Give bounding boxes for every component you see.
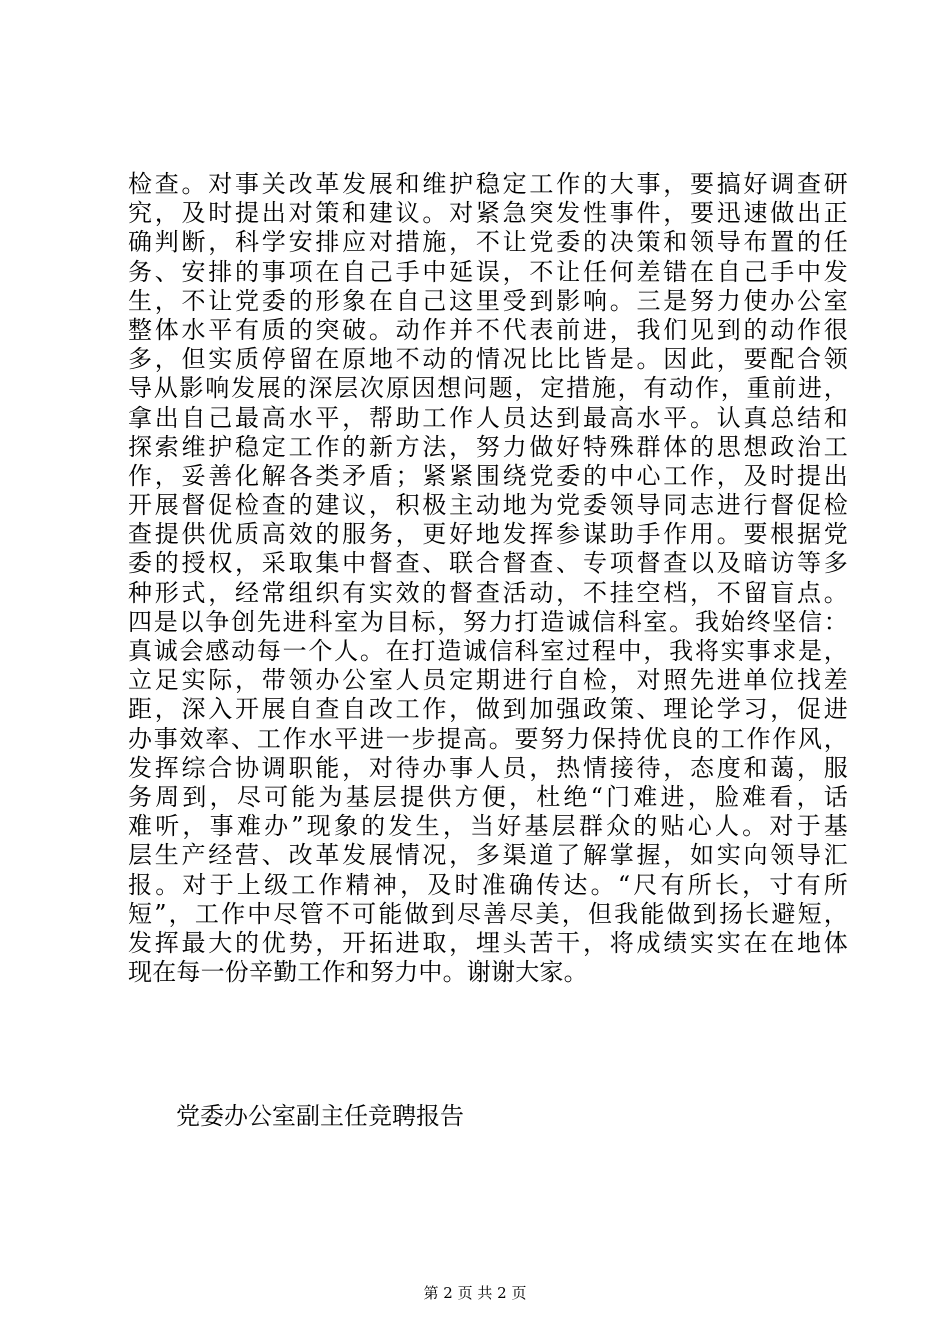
body-line: 层生产经营、改革发展情况，多渠道了解掌握，如实向领导汇	[128, 841, 848, 870]
body-line: 检查。对事关改革发展和维护稳定工作的大事，要搞好调查研	[128, 170, 848, 198]
body-line: 难听，事难办”现象的发生，当好基层群众的贴心人。对于基	[128, 812, 848, 841]
body-line: 短”，工作中尽管不可能做到尽善尽美，但我能做到扬长避短，	[128, 899, 848, 928]
body-line: 拿出自己最高水平，帮助工作人员达到最高水平。认真总结和	[128, 403, 848, 432]
body-line: 作，妥善化解各类矛盾；紧紧围绕党委的中心工作，及时提出	[128, 461, 848, 490]
body-line: 务、安排的事项在自己手中延误，不让任何差错在自己手中发	[128, 257, 848, 286]
body-line: 整体水平有质的突破。动作并不代表前进，我们见到的动作很	[128, 315, 848, 344]
body-line: 办事效率、工作水平进一步提高。要努力保持优良的工作作风，	[128, 724, 848, 753]
body-line: 委的授权，采取集中督查、联合督查、专项督查以及暗访等多	[128, 549, 848, 578]
body-line: 报。对于上级工作精神，及时准确传达。“尺有所长，寸有所	[128, 870, 848, 899]
body-line: 究，及时提出对策和建议。对紧急突发性事件，要迅速做出正	[128, 199, 848, 228]
body-line: 务周到，尽可能为基层提供方便，杜绝“门难进，脸难看，话	[128, 782, 848, 811]
body-line: 多，但实质停留在原地不动的情况比比皆是。因此，要配合领	[128, 345, 848, 374]
body-line: 生，不让党委的形象在自己这里受到影响。三是努力使办公室	[128, 286, 848, 315]
body-line: 种形式，经常组织有实效的督查活动，不挂空档，不留盲点。	[128, 578, 848, 607]
body-line: 立足实际，带领办公室人员定期进行自检，对照先进单位找差	[128, 666, 848, 695]
body-line: 发挥最大的优势，开拓进取，埋头苦干，将成绩实实在在地体	[128, 928, 848, 957]
body-line: 发挥综合协调职能，对待办事人员，热情接待，态度和蔼，服	[128, 753, 848, 782]
body-line: 四是以争创先进科室为目标，努力打造诚信科室。我始终坚信：	[128, 607, 848, 636]
body-line: 查提供优质高效的服务，更好地发挥参谋助手作用。要根据党	[128, 520, 848, 549]
closing-title: 党委办公室副主任竞聘报告	[176, 1102, 464, 1130]
body-text	[128, 170, 848, 987]
body-line: 探索维护稳定工作的新方法，努力做好特殊群体的思想政治工	[128, 432, 848, 461]
body-line: 距，深入开展自查自改工作，做到加强政策、理论学习，促进	[128, 695, 848, 724]
body-line: 现在每一份辛勤工作和努力中。谢谢大家。	[128, 958, 588, 987]
body-line: 开展督促检查的建议，积极主动地为党委领导同志进行督促检	[128, 491, 848, 520]
body-line: 导从影响发展的深层次原因想问题，定措施，有动作，重前进，	[128, 374, 848, 403]
page-footer: 第 2 页 共 2 页	[423, 1284, 527, 1302]
body-line: 确判断，科学安排应对措施，不让党委的决策和领导布置的任	[128, 228, 848, 257]
body-line: 真诚会感动每一个人。在打造诚信科室过程中，我将实事求是，	[128, 637, 848, 665]
